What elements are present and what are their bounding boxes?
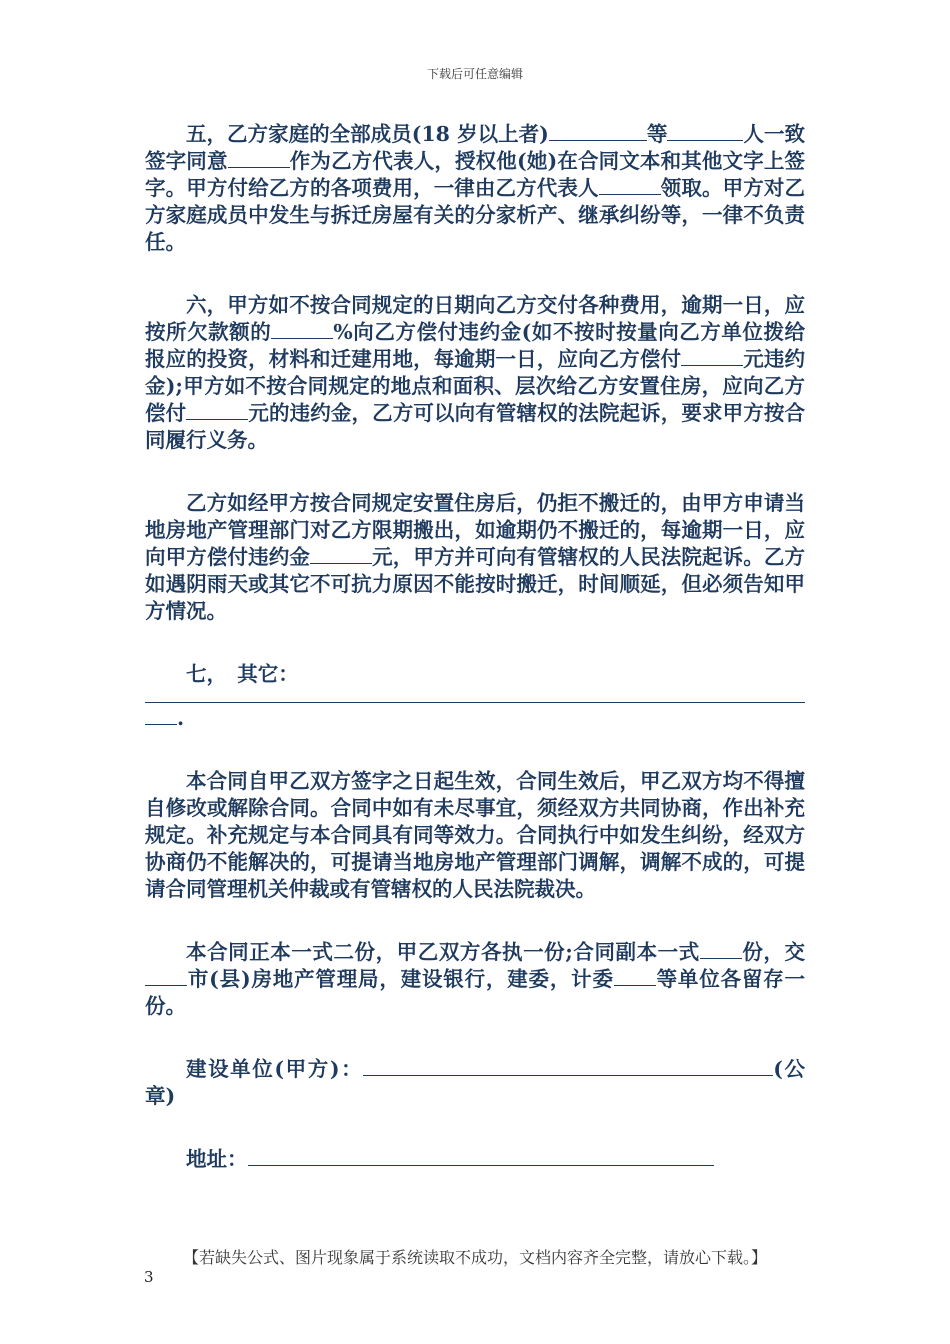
address-field[interactable] — [248, 1164, 714, 1166]
blank-field[interactable] — [228, 166, 290, 168]
blank-field[interactable] — [145, 984, 187, 986]
clause-6-text-a: 六，甲方如不按合同规定的日期向乙方交付各种费用，逾期一日，应按所欠款额的 — [145, 293, 805, 344]
blank-field[interactable] — [186, 418, 248, 420]
address-line — [145, 1146, 805, 1173]
address-label: 地址： — [186, 1147, 248, 1171]
clause-6-text-d: 元的违约金，乙方可以向有管辖权的法院起诉，要求甲方按合同履行义务。 — [145, 401, 806, 452]
clause-6b-text-b: 元，甲方并可向有管辖权的人民法院起诉。乙方如遇阴雨天或其它不可抗力原因不能按时搬迁，时间顺延，但必须告知甲方情况。 — [145, 545, 806, 623]
blank-field[interactable] — [145, 723, 177, 725]
blank-field[interactable] — [667, 139, 743, 141]
page-footer-note: 【若缺失公式、图片现象属于系统读取不成功，文档内容齐全完整，请放心下载。】 — [182, 1248, 767, 1267]
clause-6 — [145, 292, 805, 454]
seal-label: (公章) — [145, 1057, 805, 1108]
clause-copies — [145, 939, 805, 1020]
contract-body — [145, 121, 805, 1173]
clause-7-fill-line[interactable] — [145, 702, 805, 703]
clause-5-text-d: 作为乙方代表人，授权他(她)在合同文本和其他文字上签字。甲方付给乙方的各项费用，一律由乙方代表人 — [145, 149, 806, 200]
clause-5-text-a: 五，乙方家庭的全部成员(18 岁以上者) — [186, 122, 549, 146]
clause-7-period: . — [177, 706, 185, 730]
clause-5-text-e: 领取。甲方对乙方家庭成员中发生与拆迁房屋有关的分家析产、继承纠纷等，一律不负责任。 — [145, 176, 806, 254]
clause-copies-text-d: 等单位各留存一份。 — [145, 967, 805, 1018]
blank-field[interactable] — [681, 364, 743, 366]
page-number: 3 — [144, 1268, 154, 1286]
clause-6-text-b: %向乙方偿付违约金(如不按时按量向乙方单位拨给报应的投资，材料和迁建用地，每逾期一日，应向乙方偿付 — [145, 320, 805, 371]
page-header: 下载后可任意编辑 — [426, 67, 523, 81]
blank-field[interactable] — [310, 562, 372, 564]
blank-field[interactable] — [700, 957, 742, 959]
clause-copies-text-a: 本合同正本一式二份，甲乙双方各执一份;合同副本一式 — [186, 940, 700, 964]
clause-7-title: 七， 其它： — [186, 662, 299, 686]
blank-field[interactable] — [271, 337, 333, 339]
signature-party-a — [145, 1056, 805, 1110]
clause-5-text-c: 人一致签字同意 — [145, 122, 805, 173]
clause-copies-text-c: 市(县)房地产管理局，建设银行，建委，计委 — [187, 967, 614, 991]
clause-copies-text-b: 份，交 — [741, 940, 806, 964]
party-a-signature-field[interactable] — [363, 1074, 773, 1076]
clause-6-text-c: 元违约金);甲方如不按合同规定的地点和面积、层次给乙方安置住房，应向乙方偿付 — [145, 347, 806, 425]
clause-6-continued — [145, 490, 805, 625]
clause-5-text-b: 等 — [646, 122, 668, 146]
blank-field[interactable] — [614, 984, 656, 986]
clause-7-end — [145, 705, 805, 732]
clause-5 — [145, 121, 805, 256]
party-a-label: 建设单位(甲方)： — [186, 1057, 364, 1081]
blank-field[interactable] — [599, 193, 661, 195]
clause-effective: 本合同自甲乙双方签字之日起生效，合同生效后，甲乙双方均不得擅自修改或解除合同。合同中如有未尽事宜，须经双方共同协商，作出补充规定。补充规定与本合同具有同等效力。合同执行中如发生纠纷，经双方协商仍不能解决的，可提请当地房地产管理部门调解，调解不成的，可提请合同管理机关仲裁或有管辖权的人民法院裁决。 — [145, 769, 805, 901]
clause-6b-text-a: 乙方如经甲方按合同规定安置住房后，仍拒不搬迁的，由甲方申请当地房地产管理部门对乙方限期搬出，如逾期仍不搬迁的，每逾期一日，应向甲方偿付违约金 — [145, 491, 805, 569]
blank-field[interactable] — [549, 139, 647, 141]
